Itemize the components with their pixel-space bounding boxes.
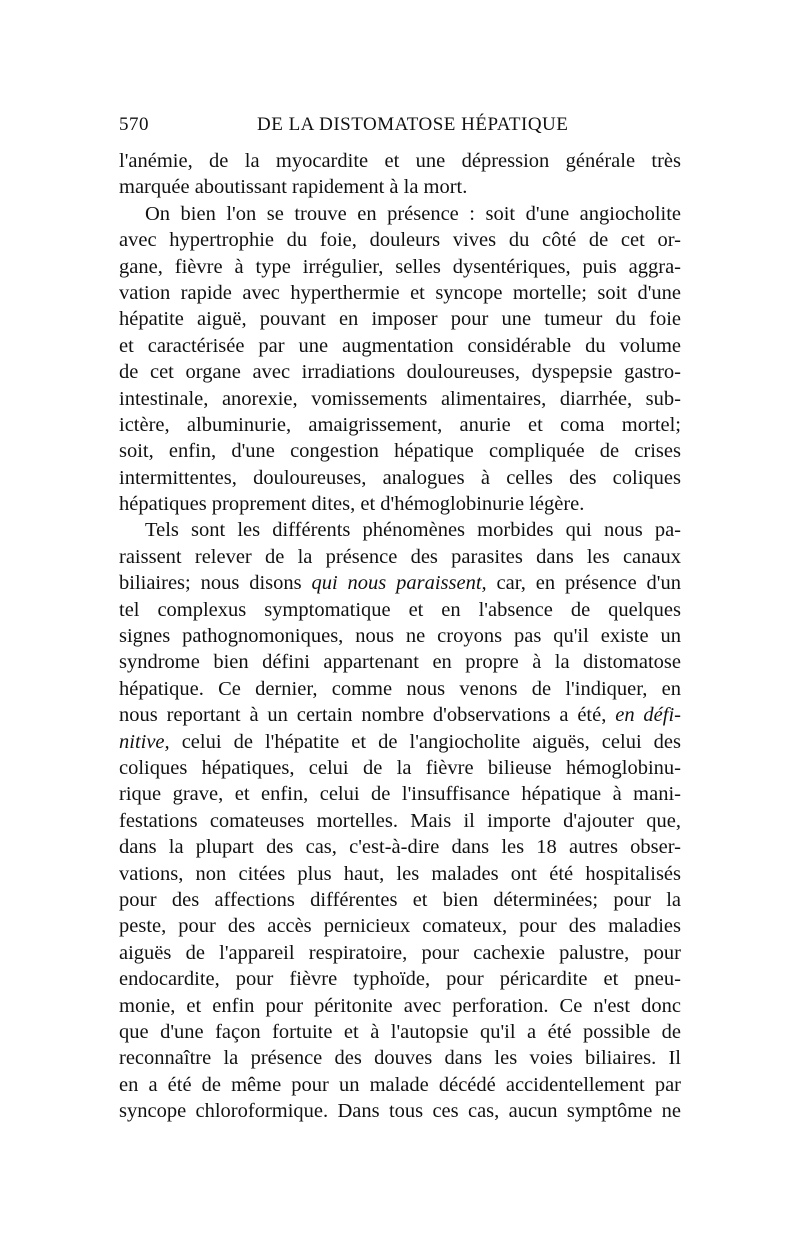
text-line: dans la plupart des cas, c'est-à-dire dans les 18 autres obser- [119,836,681,859]
text-line: raissent relever de la présence des parasites dans les canaux [119,545,681,568]
text-run: nous reportant à un certain nombre d'observations a été, [119,704,616,727]
text-line: syncope chloroformique. Dans tous ces cas, aucun symptôme ne [119,1100,681,1123]
text-line: coliques hépatiques, celui de la fièvre bilieuse hémoglobinu- [119,756,681,779]
text-line: tel complexus symptomatique et en l'absence de quelques [119,598,681,621]
paragraph-first-line: On bien l'on se trouve en présence : soit d'une angiocholite [145,202,681,225]
text-line: signes pathognomoniques, nous ne croyons pas qu'il existe un [119,625,681,648]
text-line: marquée aboutissant rapidement à la mort. [119,176,468,199]
text-line: l'anémie, de la myocardite et une dépression générale très [119,150,681,172]
text-line: syndrome bien défini appartenant en propre à la distomatose [119,651,681,674]
text-line: gane, fièvre à type irrégulier, selles dysentériques, puis aggra- [119,255,681,278]
text-line: pour des affections différentes et bien déterminées; pour la [119,888,681,911]
text-line: hépatique. Ce dernier, comme nous venons de l'indiquer, en [119,677,681,700]
text-run: car, en présence d'un [486,572,681,595]
text-line: hépatite aiguë, pouvant en imposer pour une tumeur du foie [119,308,681,331]
text-line: soit, enfin, d'une congestion hépatique compliquée de crises [119,440,681,463]
italic-phrase: nitive, [119,730,170,753]
text-line: peste, pour des accès pernicieux comateux, pour des maladies [119,915,681,938]
text-run: biliaires; nous disons [119,572,312,595]
text-line: endocardite, pour fièvre typhoïde, pour péricardite et pneu- [119,968,681,991]
running-title: DE LA DISTOMATOSE HÉPATIQUE [257,114,569,135]
text-line: de cet organe avec irradiations douloureuses, dyspepsie gastro- [119,361,681,384]
text-line: rique grave, et enfin, celui de l'insuffisance hépatique à mani- [119,783,681,806]
body-text [119,148,681,1124]
text-line: intermittentes, douloureuses, analogues à celles des coliques [119,466,681,489]
text-line: ictère, albuminurie, amaigrissement, anurie et coma mortel; [119,413,681,436]
text-line: en a été de même pour un malade décédé accidentellement par [119,1073,681,1096]
text-line: intestinale, anorexie, vomissements alimentaires, diarrhée, sub- [119,387,681,410]
paragraph-first-line: Tels sont les différents phénomènes morbides qui nous pa- [145,519,681,542]
italic-phrase: en défi- [615,704,682,727]
italic-phrase: qui nous paraissent, [311,572,487,595]
text-line: avec hypertrophie du foie, douleurs vives du côté de cet or- [119,229,681,252]
text-line: vations, non citées plus haut, les malades ont été hospitalisés [119,862,681,885]
text-line: monie, et enfin pour péritonite avec perforation. Ce n'est donc [119,994,681,1017]
text-line: reconnaître la présence des douves dans les voies biliaires. Il [119,1047,681,1070]
text-line [119,570,681,596]
page-header [119,114,681,144]
text-line [119,729,681,755]
text-line: aiguës de l'appareil respiratoire, pour cachexie palustre, pour [119,941,681,964]
text-line: festations comateuses mortelles. Mais il importe d'ajouter que, [119,809,681,832]
text-line: hépatiques proprement dites, et d'hémoglobinurie légère. [119,493,585,516]
text-line: vation rapide avec hyperthermie et syncope mortelle; soit d'une [119,281,681,304]
text-line: que d'une façon fortuite et à l'autopsie qu'il a été possible de [119,1020,681,1043]
text-line: et caractérisée par une augmentation considérable du volume [119,334,681,357]
text-run: celui de l'hépatite et de l'angiocholite aiguës, celui des [169,730,681,753]
page-number: 570 [119,114,149,135]
text-line [119,702,681,728]
